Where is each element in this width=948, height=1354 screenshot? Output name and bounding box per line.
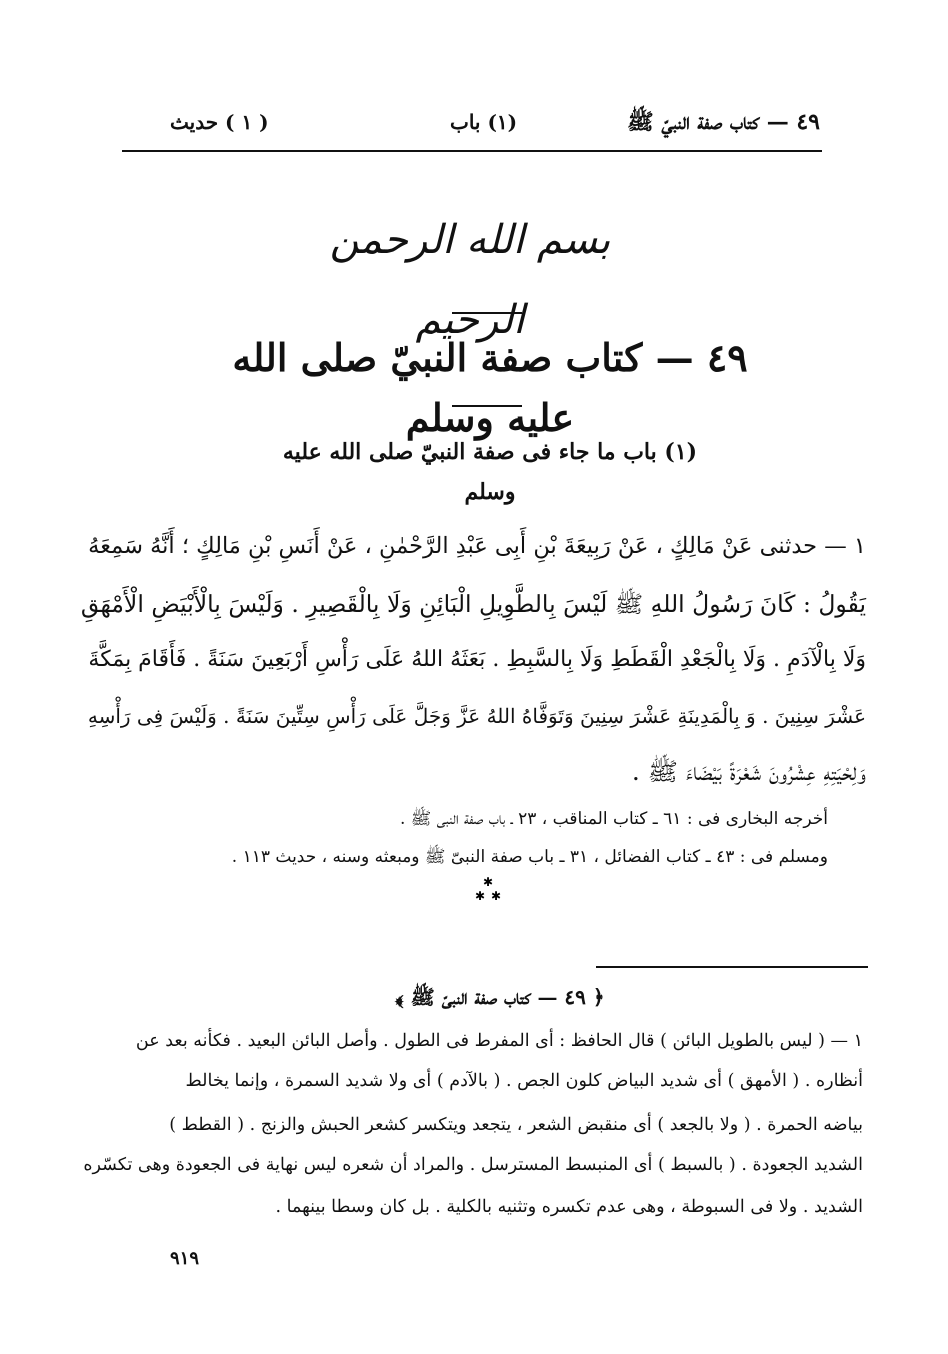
hadith-line: وَلَا بِالْآدَمِ . وَلَا بِالْجَعْدِ الْقَطَطِ وَلَا بِالسَّبِطِ . بَعَثَهُ اللهُ عَلَى رَأْسِ أَرْبَعِينَ سَنَةً . فَأَقَامَ بِمَكَّةَ	[88, 647, 866, 672]
commentary-rule	[596, 966, 868, 968]
book-title: ٤٩ — كتاب صفة النبيّ صلى الله عليه وسلم	[232, 335, 748, 440]
chapter-title: (١) باب ما جاء فى صفة النبيّ صلى الله عليه وسلم	[282, 439, 698, 505]
svg-text:✱: ✱	[482, 875, 494, 889]
running-header-book: ٤٩ — كتاب صفة النبيّ ﷺ	[627, 109, 820, 135]
running-header-hadith: ( ١ ) حديث	[170, 110, 269, 134]
svg-text:✱: ✱	[490, 889, 502, 903]
running-header	[120, 108, 820, 148]
commentary-line: بياضه الحمرة . ( ولا بالجعد ) أى منقبض الشعر ، يتجعد ويتكسر كشعر الحبش والزنج . ( القطط )	[169, 1115, 863, 1135]
hadith-line: وَلِحْيَتِهِ عِشْرُونَ شَعْرَةً بَيْضَاءَ ﷺ .	[631, 757, 866, 786]
running-header-bab: (١) باب	[450, 110, 518, 134]
hadith-line: يَقُولُ : كَانَ رَسُولُ اللهِ ﷺ لَيْسَ بِالطَّوِيلِ الْبَائِنِ وَلَا بِالْقَصِيرِ . وَلَيْسَ بِالْأَبْيَضِ الْأَمْهَقِ	[80, 590, 866, 618]
basmala-calligraphy: بسم الله الرحمن الرحيم	[329, 217, 611, 343]
commentary-line: أنظاره . ( الأمهق ) أى شديد البياض كلون الجص . ( بالآدم ) أى ولا شديد السمرة ، وإنما يخالط	[185, 1071, 863, 1091]
header-rule	[122, 150, 822, 152]
source-reference: أخرجه البخارى فى : ٦١ ـ كتاب المناقب ، ٢٣ ـ باب صفة النبى ﷺ .	[399, 809, 828, 829]
page-number: ٩١٩	[170, 1248, 200, 1269]
commentary-line: الشديد الجعودة . ( بالسبط ) أى المنبسط المسترسل . والمراد أن شعره ليس نهاية فى الجعودة وهى تكسّره	[83, 1155, 863, 1175]
hadith-line: عَشْرَ سِنِينَ . وَ بِالْمَدِينَةِ عَشْرَ سِنِينَ وَتَوَفَّاهُ اللهُ عَزَّ وَجَلَّ عَلَى رَأْسِ سِتِّينَ سَنَةً . وَلَيْسَ فِى رَأْسِهِ	[87, 704, 866, 728]
svg-text:✱: ✱	[474, 889, 486, 903]
hadith-line: ١ — حدثنى عَنْ مَالِكٍ ، عَنْ رَبِيعَةَ بْنِ أَبِى عَبْدِ الرَّحْمٰنِ ، عَنْ أَنَسِ بْنِ مَالِكٍ ؛ أَنَّهُ سَمِعَهُ	[88, 533, 866, 559]
commentary-line: الشديد . ولا فى السبوطة ، وهى عدم تكسره وتثنيه بالكلية . بل كان وسطا بينهما .	[275, 1197, 863, 1217]
commentary-line: ١ — ( ليس بالطويل البائن ) قال الحافظ : أى المفرط فى الطول . وأصل البائن البعيد . فكأنه بعد عن	[135, 1031, 863, 1051]
title-rule-bottom	[452, 405, 522, 407]
section-divider-stars	[468, 872, 508, 912]
source-reference: ومسلم فى : ٤٣ ـ كتاب الفضائل ، ٣١ ـ باب صفة النبىّ ﷺ ومبعثه وسنه ، حديث ١١٣ .	[231, 847, 828, 867]
title-rule-top	[452, 312, 522, 314]
commentary-title: ﴿ ٤٩ — كتاب صفة النبىّ ﷺ ﴾	[395, 985, 605, 1009]
